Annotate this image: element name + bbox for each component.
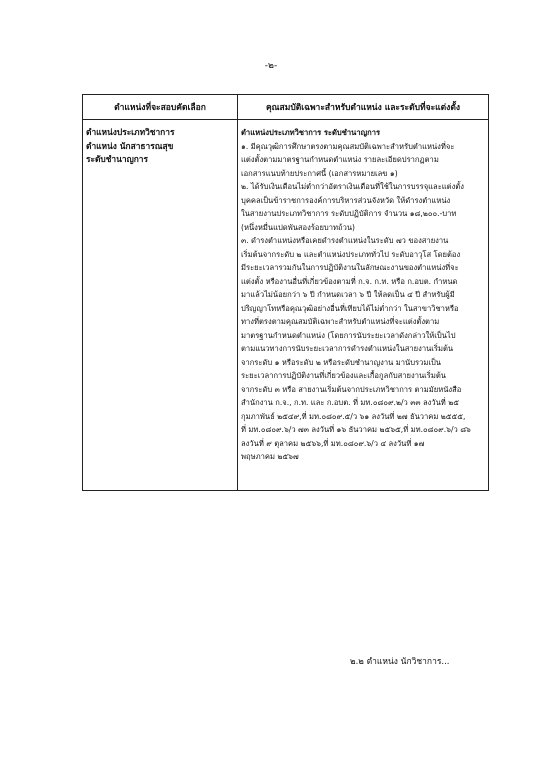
qualification-line: ที่ มท.๐๘๐๙.๖/ว ๗๓ ลงวันที่ ๑๖ ธันวาคม ๒๕๖๕,ที่ มท.๐๘๐๙.๖/ว ๘๖ (241, 425, 471, 434)
header-qualifications: คุณสมบัติเฉพาะสำหรับตำแหน่ง และระดับที่จะแต่งตั้ง (238, 95, 489, 120)
qualification-line: (หนึ่งหมื่นแปดพันสองร้อยบาทถ้วน) (241, 222, 356, 232)
qualification-heading: ตำแหน่งประเภทวิชาการ ระดับชำนาญการ (241, 128, 381, 137)
qualification-line: แต่งตั้งตามมาตรฐานกำหนดตำแหน่ง รายละเอียดปรากฏตาม (241, 155, 439, 164)
table-header-row (83, 95, 489, 120)
position-line: ตำแหน่ง นักสาธารณสุข (86, 140, 174, 151)
qualification-line: ทางที่ตรงตามคุณสมบัติเฉพาะสำหรับตำแหน่งที่จะแต่งตั้งตาม (241, 317, 440, 326)
qualification-line: พฤษภาคม ๒๕๖๗ (241, 452, 299, 461)
qualifications-table (82, 94, 489, 491)
continuation-footer: ๒.๒ ตำแหน่ง นักวิชาการ... (350, 657, 450, 667)
qualification-line: กุมภาพันธ์ ๒๕๔๙,ที่ มท.๐๘๐๙.๕/ว ๖๑ ลงวันที่ ๒๗ ธันวาคม ๒๕๕๕, (241, 411, 466, 421)
qualification-line: จากระดับ ๓ หรือ สายงานเริ่มต้นจากประเภทวิชาการ ตามมัยหนังสือ (241, 384, 462, 394)
qualification-line: ลงวันที่ ๙ ตุลาคม ๒๕๖๖,ที่ มท.๐๘๐๙.๖/ว ๔ ลงวันที่ ๑๗ (241, 438, 425, 448)
table-row (83, 120, 489, 491)
qualification-line: ๒. ได้รับเงินเดือนไม่ต่ำกว่าอัตราเงินเดือนที่ใช้ในการบรรจุและแต่งตั้ง (241, 182, 464, 191)
qualification-line: สำนักงาน ก.จ., ก.ท. และ ก.อบต. ที่ มท.๐๘๐๙.๒/ว ๓๓ ลงวันที่ ๒๕ (241, 398, 459, 407)
qualification-body (241, 140, 485, 464)
page-number: -๒- (264, 61, 278, 71)
qualification-cell (238, 120, 489, 491)
position-line: ตำแหน่งประเภทวิชาการ (86, 127, 175, 137)
qualification-line: แต่งตั้ง หรืองานอื่นที่เกี่ยวข้องตามที่ ก.จ. ก.ท. หรือ ก.อบต. กำหนด (241, 276, 458, 286)
qualification-line: เอกสารแนบท้ายประกาศนี้ (เอกสารหมายเลข ๑) (241, 168, 398, 178)
qualification-line: เริ่มต้นจากระดับ ๒ และตำแหน่งประเภททั่วไป ระดับอาวุโส โดยต้อง (241, 249, 461, 259)
position-cell (83, 120, 238, 491)
qualification-line: บุคคลเป็นข้าราชการองค์การบริหารส่วนจังหวัด ให้ดำรงตำแหน่ง (241, 195, 451, 205)
qualification-line: ๓. ดำรงตำแหน่งหรือเคยดำรงตำแหน่งในระดับ ๗ว ของสายงาน (241, 236, 449, 245)
qualification-line: ตามแนวทางการนับระยะเวลาการดำรงตำแหน่งในสายงานเริ่มต้น (241, 344, 454, 353)
qualification-line: ปริญญาโทหรือคุณวุฒิอย่างอื่นที่เทียบได้ไม่ต่ำกว่า ในสาขาวิชาหรือ (241, 303, 459, 313)
position-line: ระดับชำนาญการ (86, 154, 148, 164)
qualification-line: จากระดับ ๑ หรือระดับ ๒ หรือระดับชำนาญงาน มานับรวมเป็น (241, 357, 441, 367)
qualification-line: มาแล้วไม่น้อยกว่า ๖ ปี กำหนดเวลา ๖ ปี ให้ลดเป็น ๔ ปี สำหรับผู้มี (241, 290, 455, 299)
qualification-line: ระยะเวลาการปฏิบัติงานที่เกี่ยวข้องและเกื้อกูลกับสายงานเริ่มต้น (241, 371, 446, 380)
qualification-line: มีระยะเวลารวมกันในการปฏิบัติงานในลักษณะงานของตำแหน่งที่จะ (241, 263, 459, 272)
qualification-line: ในสายงานประเภทวิชาการ ระดับปฏิบัติการ จำนวน ๑๘,๒๐๐.-บาท (241, 209, 457, 218)
qualification-line: มาตรฐานกำหนดตำแหน่ง (โดยการนับระยะเวลาดังกล่าวให้เป็นไป (241, 330, 456, 340)
header-position: ตำแหน่งที่จะสอบคัดเลือก (83, 95, 238, 120)
qualification-line: ๑. มีคุณวุฒิการศึกษาตรงตามคุณสมบัติเฉพาะสำหรับตำแหน่งที่จะ (241, 141, 455, 151)
